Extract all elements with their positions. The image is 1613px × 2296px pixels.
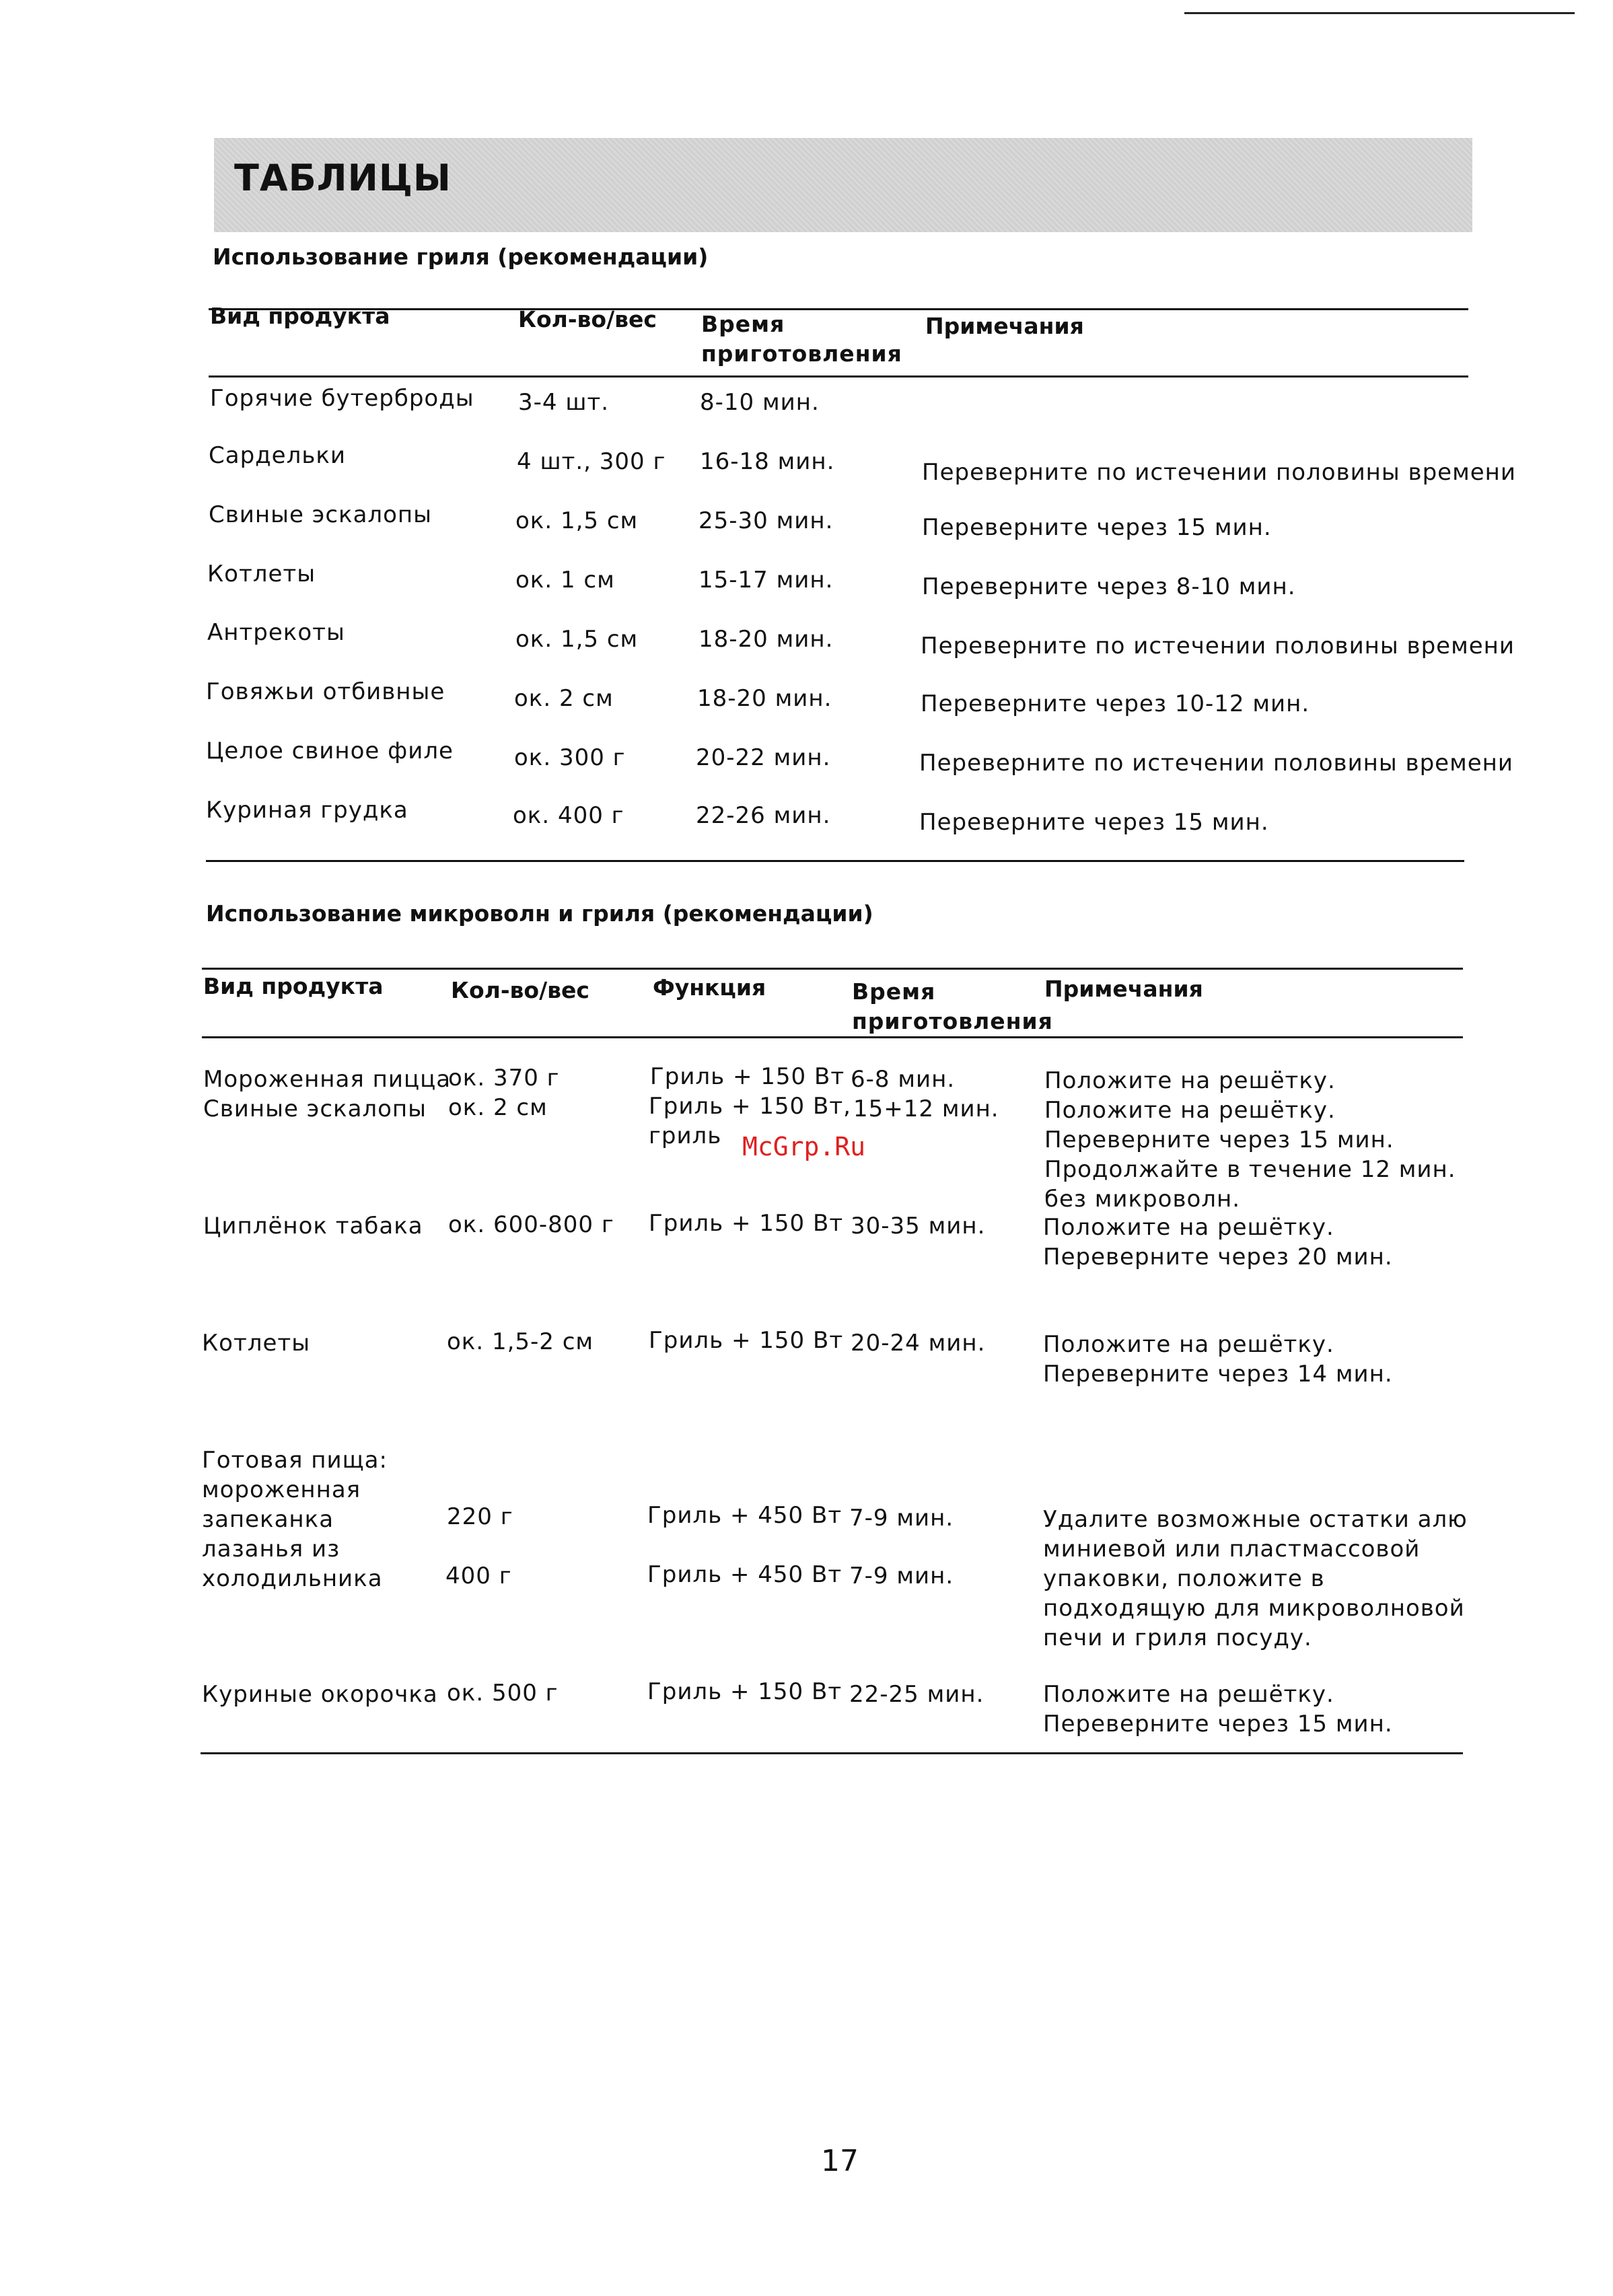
table1-row-time: 22-26 мин.	[696, 802, 831, 829]
table1-row-qty: 3-4 шт.	[518, 389, 610, 416]
table2-row-notes: Удалите возможные остатки алю миниевой или пластмассовой упаковки, положите в подходящую для микроволновой печи и гриля посуду.	[1043, 1506, 1468, 1651]
table2-header-rule	[202, 1036, 1463, 1038]
table2-header-function: Функция	[653, 974, 766, 1001]
table1-row-time: 25-30 мин.	[698, 507, 834, 534]
table2-row-time: 30-35 мин.	[851, 1213, 986, 1240]
table2-row-product: Куриные окорочка	[202, 1681, 438, 1708]
table1-row-time: 15-17 мин.	[698, 567, 834, 594]
table2-row-time: 7-9 мин.	[849, 1505, 954, 1532]
table2-row-notes: Положите на решётку. Переверните через 15 мин. Продолжайте в течение 12 мин. без микроволн.	[1044, 1097, 1456, 1213]
table1-header-notes: Примечания	[925, 313, 1084, 339]
table2-row-qty: ок. 1,5-2 см	[447, 1328, 594, 1355]
table2-bottom-rule	[201, 1752, 1463, 1754]
table2-top-rule	[202, 968, 1463, 970]
table1-row-time: 18-20 мин.	[697, 685, 832, 712]
table1-row-product: Говяжьи отбивные	[206, 678, 445, 705]
table2-row-function: Гриль + 150 Вт	[649, 1327, 844, 1354]
table1-row-product: Котлеты	[207, 561, 316, 587]
table1-row-time: 16-18 мин.	[700, 448, 835, 475]
table1-row-notes: Переверните по истечении половины времени	[919, 750, 1513, 777]
table1-row-product: Куриная грудка	[206, 797, 408, 824]
table2-row-product: Циплёнок табака	[203, 1213, 423, 1240]
table1-row-qty: ок. 1,5 см	[515, 507, 639, 534]
table1-row-qty: 4 шт., 300 г	[517, 448, 666, 475]
table2-row-time: 15+12 мин.	[853, 1096, 999, 1122]
table1-row-time: 18-20 мин.	[698, 626, 834, 653]
table1-row-qty: ок. 1 см	[515, 567, 615, 594]
table1-row-notes: Переверните через 8-10 мин.	[922, 573, 1296, 600]
table1-row-notes: Переверните по истечении половины времени	[922, 459, 1516, 486]
table1-header-product: Вид продукта	[210, 303, 390, 329]
table2-row-qty: 220 г	[447, 1503, 513, 1530]
table1-row-qty: ок. 400 г	[513, 802, 624, 829]
table2-title: Использование микроволн и гриля (рекомендации)	[206, 900, 873, 927]
table1-row-notes: Переверните через 15 мин.	[919, 809, 1269, 836]
page-title-banner	[214, 138, 1472, 232]
watermark-link[interactable]: McGrp.Ru	[742, 1132, 866, 1161]
table1-title: Использование гриля (рекомендации)	[213, 244, 709, 270]
table1-row-product: Горячие бутерброды	[210, 385, 474, 412]
table2-row-notes: Положите на решётку.	[1044, 1067, 1336, 1094]
table1-row-product: Свиные эскалопы	[209, 501, 433, 528]
table2-row-product: Готовая пища: мороженная запеканка лазанья из холодильника	[202, 1447, 388, 1592]
table1-header-qty: Кол-во/вес	[518, 306, 657, 332]
table1-row-product: Антрекоты	[207, 619, 345, 646]
page-number: 17	[821, 2144, 859, 2178]
table1-row-product: Целое свиное филе	[206, 738, 454, 764]
top-decorative-rule	[1184, 12, 1575, 14]
table2-row-product: Котлеты	[202, 1330, 311, 1357]
table2-row-qty: ок. 2 см	[448, 1094, 548, 1121]
table2-row-function: Гриль + 150 Вт	[647, 1678, 843, 1705]
table2-row-time: 20-24 мин.	[851, 1330, 986, 1357]
table2-row-qty: ок. 500 г	[447, 1680, 559, 1707]
table2-row-product: Свиные эскалопы	[203, 1096, 427, 1122]
table2-row-qty: ок. 370 г	[448, 1065, 560, 1091]
table1-row-notes: Переверните по истечении половины времени	[921, 633, 1515, 659]
table1-row-qty: ок. 2 см	[514, 685, 614, 712]
table2-row-function: Гриль + 150 Вт	[649, 1210, 844, 1237]
table1-row-time: 20-22 мин.	[696, 744, 831, 771]
table1-header-time: Время приготовления	[701, 311, 902, 367]
table2-row-notes: Положите на решётку. Переверните через 14 мин.	[1043, 1331, 1393, 1388]
table2-row-notes: Положите на решётку. Переверните через 15 мин.	[1043, 1681, 1393, 1737]
table2-header-qty: Кол-во/вес	[451, 977, 589, 1003]
table2-row-qty: ок. 600-800 г	[448, 1211, 614, 1238]
table1-row-product: Сардельки	[209, 442, 346, 469]
table2-header-product: Вид продукта	[203, 973, 384, 999]
table2-row-function: Гриль + 450 Вт	[647, 1561, 843, 1588]
table2-row-time: 22-25 мин.	[849, 1681, 984, 1708]
table2-header-time: Время приготовления	[852, 978, 1053, 1034]
table2-header-notes: Примечания	[1044, 976, 1203, 1002]
table1-row-qty: ок. 300 г	[514, 744, 626, 771]
table2-row-function: Гриль + 450 Вт	[647, 1502, 843, 1529]
table1-row-notes: Переверните через 15 мин.	[922, 514, 1272, 541]
table2-row-time: 6-8 мин.	[851, 1066, 956, 1093]
table2-row-notes: Положите на решётку. Переверните через 20 мин.	[1043, 1214, 1393, 1270]
table2-row-product: Мороженная пицца	[203, 1066, 452, 1093]
table2-row-time: 7-9 мин.	[849, 1563, 954, 1589]
table1-row-notes: Переверните через 10-12 мин.	[921, 690, 1310, 717]
table2-row-qty: 400 г	[445, 1563, 512, 1589]
table1-bottom-rule	[206, 860, 1464, 862]
page-title: ТАБЛИЦЫ	[234, 157, 452, 199]
table1-row-time: 8-10 мин.	[700, 389, 820, 416]
table1-row-qty: ок. 1,5 см	[515, 626, 639, 653]
table1-header-rule	[209, 375, 1468, 378]
table2-row-function: Гриль + 150 Вт	[650, 1063, 845, 1090]
table2-row-function: Гриль + 150 Вт, гриль	[649, 1093, 851, 1149]
